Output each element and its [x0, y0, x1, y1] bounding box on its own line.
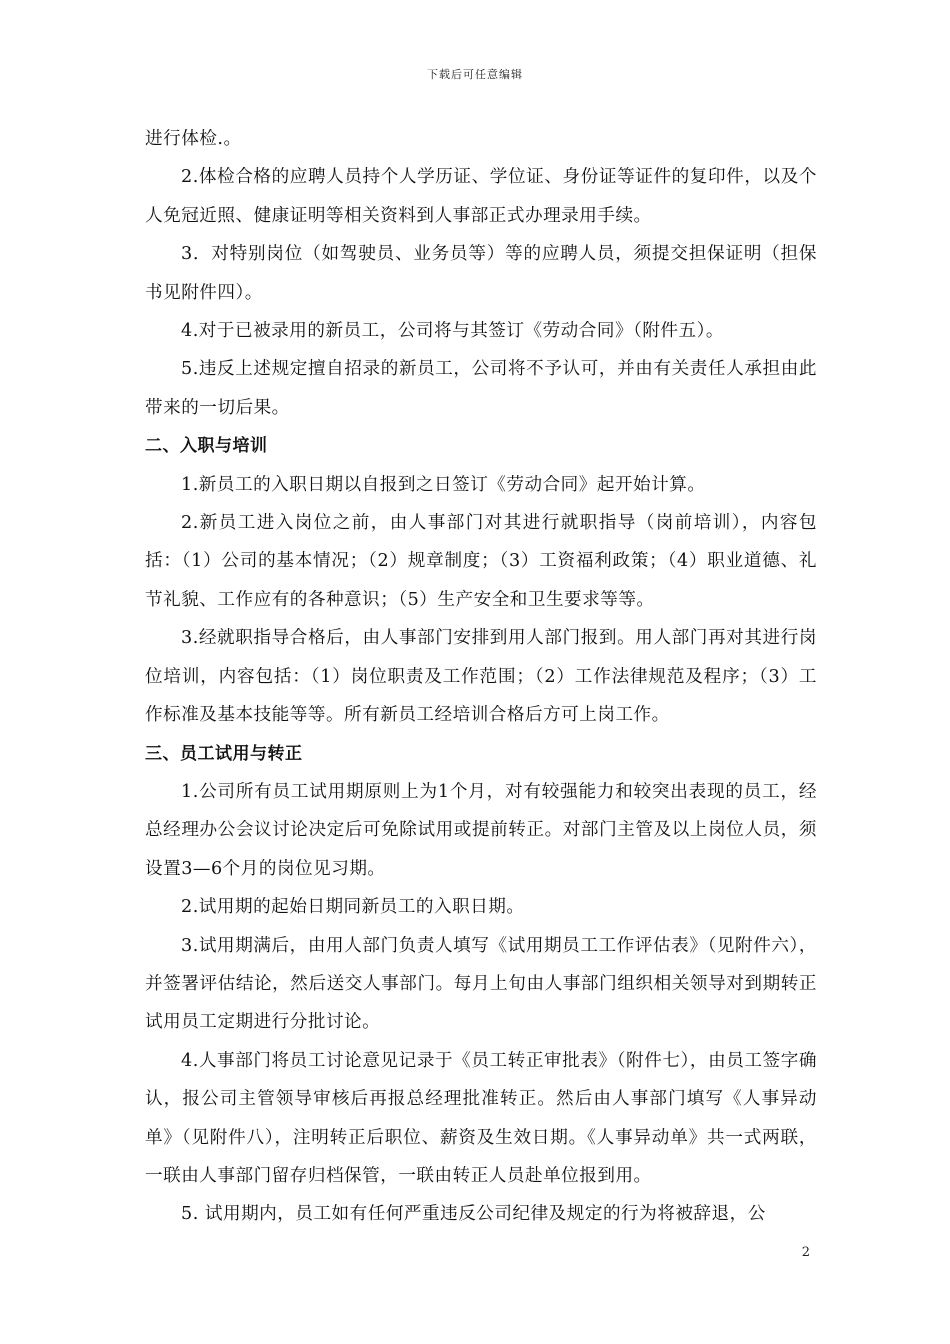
paragraph: 5.违反上述规定擅自招录的新员工，公司将不予认可，并由有关责任人承担由此带来的一切后果。: [145, 359, 817, 418]
paragraph: 2.体检合格的应聘人员持个人学历证、学位证、身份证等证件的复印件，以及个人免冠近照、健康证明等相关资料到人事部正式办理录用手续。: [145, 167, 817, 226]
section-heading: 三、员工试用与转正: [145, 743, 303, 764]
paragraph: 1.公司所有员工试用期原则上为1个月，对有较强能力和较突出表现的员工，经总经理办公会议讨论决定后可免除试用或提前转正。对部门主管及以上岗位人员，须设置3—6个月的岗位见习期。: [145, 781, 817, 879]
paragraph: 4.对于已被录用的新员工，公司将与其签订《劳动合同》（附件五）。: [181, 321, 725, 342]
document-body: [145, 120, 817, 1234]
page-number: 2: [801, 1245, 810, 1260]
paragraph: 4.人事部门将员工讨论意见记录于《员工转正审批表》（附件七），由员工签字确认，报公司主管领导审核后再报总经理批准转正。然后由人事部门填写《人事异动单》（见附件八），注明转正后职位、薪资及生效日期。《人事异动单》共一式两联，一联由人事部门留存归档保管，一联由转正人员赴单位报到用。: [145, 1050, 817, 1186]
paragraph: 3.试用期满后，由用人部门负责人填写《试用期员工工作评估表》（见附件六），并签署评估结论，然后送交人事部门。每月上旬由人事部门组织相关领导对到期转正试用员工定期进行分批讨论。: [145, 935, 817, 1033]
paragraph: 5. 试用期内，员工如有任何严重违反公司纪律及规定的行为将被辞退，公: [181, 1204, 766, 1225]
paragraph: 2.新员工进入岗位之前，由人事部门对其进行就职指导（岗前培训），内容包括：（1）公司的基本情况；（2）规章制度；（3）工资福利政策；（4）职业道德、礼节礼貌、工作应有的各种意识；（5）生产安全和卫生要求等等。: [145, 513, 817, 610]
paragraph: 3.经就职指导合格后，由人事部门安排到用人部门报到。用人部门再对其进行岗位培训，内容包括：（1）岗位职责及工作范围；（2）工作法律规范及程序；（3）工作标准及基本技能等等。所有新员工经培训合格后方可上岗工作。: [145, 628, 817, 726]
header-note: 下载后可任意编辑: [427, 68, 523, 81]
paragraph: 1.新员工的入职日期以自报到之日签订《劳动合同》起开始计算。: [181, 474, 706, 495]
paragraph: 3．对特别岗位（如驾驶员、业务员等）等的应聘人员，须提交担保证明（担保书见附件四）。: [145, 244, 817, 303]
paragraph: 进行体检.。: [145, 129, 242, 149]
section-heading: 二、入职与培训: [145, 436, 268, 457]
paragraph: 2.试用期的起始日期同新员工的入职日期。: [181, 897, 525, 918]
